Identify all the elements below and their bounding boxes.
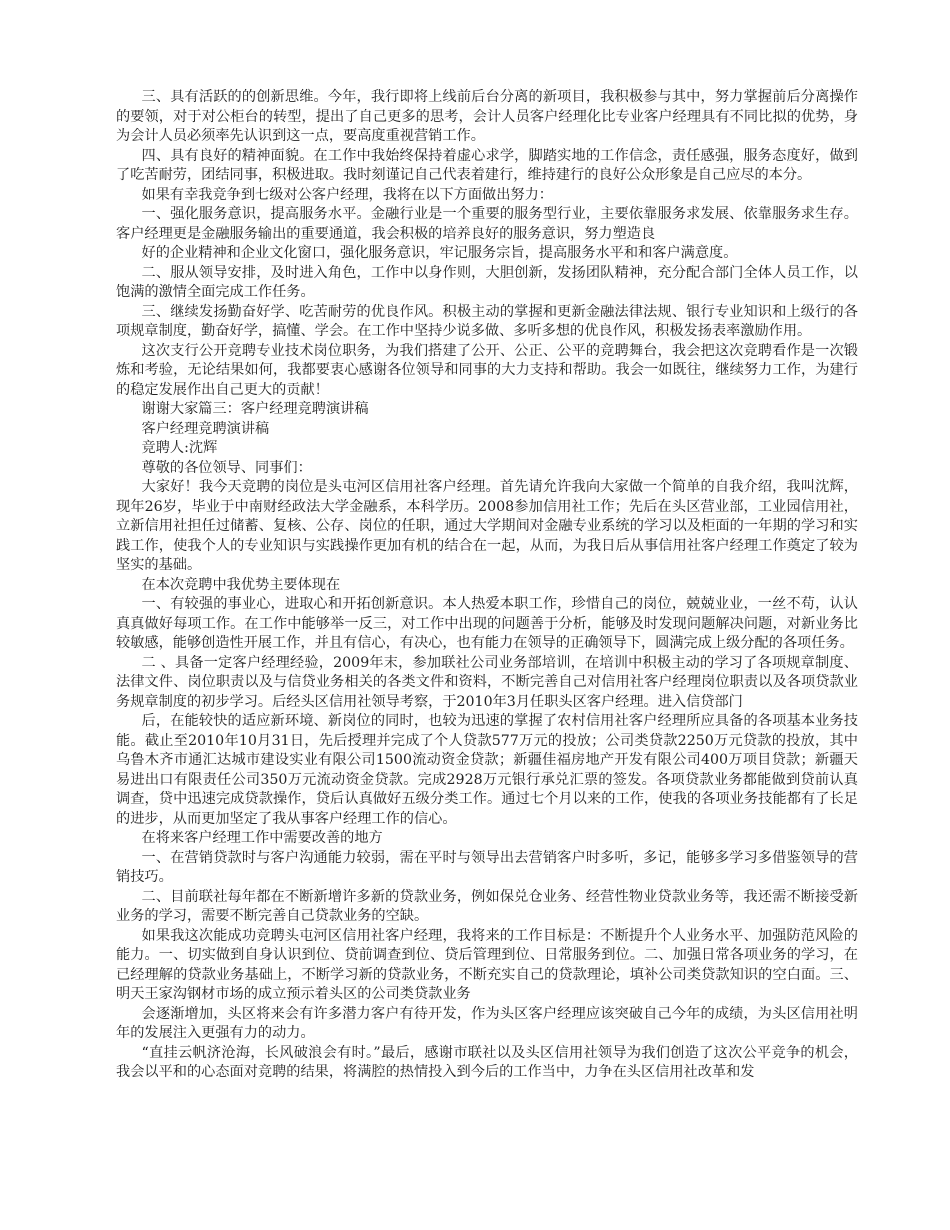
paragraph-1: 三、具有活跃的的创新思维。今年，我行即将上线前后台分离的新项目，我积极参与其中，努力掌握前后分离操作的要领，对于对公柜台的转型，提出了自己更多的思考，会计人员客户经理化比专业客户经理具有不同比拟的优势，身为会计人员必须率先认识到这一点，要高度重视营销工作。 [116,89,858,144]
paragraph-18: 在将来客户经理工作中需要改善的地方 [141,830,383,846]
section-heading: 谢谢大家篇三：客户经理竞聘演讲稿 [141,401,369,417]
salutation: 尊敬的各位领导、同事们： [141,459,312,476]
paragraph-23: “直挂云帆济沧海，长风破浪会有时。”最后，感谢市联社以及头区信用社领导为我们创造了这次公平竞争的机会，我会以平和的心态面对竞聘的结果，将满腔的热情投入到今后的工作当中，力争在头区信用社改革和发 [116,1044,858,1080]
paragraph-19: 一、在营销贷款时与客户沟通能力较弱，需在平时与领导出去营销客户时多听，多记，能够多学习多借鉴领导的营销技巧。 [116,849,858,885]
paragraph-13: 大家好！我今天竞聘的岗位是头屯河区信用社客户经理。首先请允许我向大家做一个简单的自我介绍，我叫沈辉，现年26岁，毕业于中南财经政法大学金融系，本科学历。2008参加信用社工作；先后在头区营业部，工业园信用社，立新信用社担任过储蓄、复核、公存、岗位的任职，通过大学期间对金融专业系统的学习以及柜面的一年期的学习和实践工作，使我个人的专业知识与实践操作更加有机的结合在一起，从而，为我日后从事信用社客户经理工作奠定了较为坚实的基础。 [116,479,858,573]
paragraph-3: 如果有幸我竞争到七级对公客户经理，我将在以下方面做出努力： [141,186,553,203]
paragraph-17: 后，在能较快的适应新环境、新岗位的同时，也较为迅速的掌握了农村信用社客户经理所应具备的各项基本业务技能。截止至2010年10月31日，先后授理并完成了个人贷款577万元的投放；公司类贷款2250万元贷款的投放，其中乌鲁木齐市通汇达城市建设实业有限公司1500流动资金贷款；新疆佳福房地产开发有限公司400万项目贷款；新疆天易进出口有限责任公司350万元流动资金贷款。完成2928万元银行承兑汇票的签发。各项贷款业务都能做到贷前认真调查，贷中迅速完成贷款操作，贷后认真做好五级分类工作。通过七个月以来的工作，使我的各项业务技能都有了长足的进步，从而更加坚定了我从事客户经理工作的信心。 [116,713,858,827]
paragraph-16: 二 、具备一定客户经理经验，2009年末，参加联社公司业务部培训，在培训中积极主动的学习了各项规章制度、法律文件、岗位职责以及与信贷业务相关的各类文件和资料，不断完善自己对信用社客户经理岗位职责以及各项贷款业务规章制度的初步学习。后经头区信用社领导考察，于2010年3月任职头区客户经理。进入信贷部门 [116,654,858,710]
paragraph-2: 四、具有良好的精神面貌。在工作中我始终保持着虚心求学，脚踏实地的工作信念，责任感强，服务态度好，做到了吃苦耐劳，团结同事，积极进取。我时刻谨记自己代表着建行，维持建行的良好公众形象是自己应尽的本分。 [116,147,858,183]
paragraph-14: 在本次竞聘中我优势主要体现在 [141,576,341,593]
paragraph-5: 好的企业精神和企业文化窗口，强化服务意识，牢记服务宗旨，提高服务水平和和客户满意度。 [141,245,738,261]
paragraph-22: 会逐渐增加，头区将来会有许多潜力客户有待开发，作为头区客户经理应该突破自己今年的成绩，为头区信用社明年的发展注入更强有力的动力。 [116,1005,858,1041]
paragraph-4: 一、强化服务意识，提高服务水平。金融行业是一个重要的服务型行业，主要依靠服务求发展、依靠服务求生存。客户经理更是金融服务输出的重要通道，我会积极的培养良好的服务意识，努力塑造良 [116,206,858,242]
paragraph-21: 如果我这次能成功竞聘头屯河区信用社客户经理，我将来的工作目标是：不断提升个人业务水平、加强防范风险的能力。一、切实做到自身认识到位、贷前调查到位、贷后管理到位、日常服务到位。二、加强日常各项业务的学习，在已经理解的贷款业务基础上，不断学习新的贷款业务，不断充实自己的贷款理论，填补公司类贷款知识的空白面。三、明天王家沟钢材市场的成立预示着头区的公司类贷款业务 [116,927,858,1002]
speaker-name: 竞聘人:沈辉 [141,440,218,456]
paragraph-6: 二、服从领导安排，及时进入角色，工作中以身作则，大胆创新，发扬团队精神，充分配合部门全体人员工作，以饱满的激情全面完成工作任务。 [116,264,858,300]
paragraph-8: 这次支行公开竞聘专业技术岗位职务，为我们搭建了公开、公正、公平的竞聘舞台，我会把这次竞聘看作是一次锻炼和考验，无论结果如何，我都要衷心感谢各位领导和同事的大力支持和帮助。我会一如既往，继续努力工作，为建行的稳定发展作出自己更大的贡献！ [116,342,858,398]
paragraph-20: 二、目前联社每年都在不断新增许多新的贷款业务，例如保兑仓业务、经营性物业贷款业务等，我还需不断接受新业务的学习，需要不断完善自己贷款业务的空缺。 [116,888,858,924]
paragraph-15: 一、有较强的事业心，进取心和开拓创新意识。本人热爱本职工作，珍惜自己的岗位，兢兢业业，一丝不苟，认认真真做好每项工作。在工作中能够举一反三，对工作中出现的问题善于分析，能够及时发现问题解决问题，对新业务比较敏感，能够创造性开展工作，并且有信心，有决心，也有能力在领导的正确领导下，圆满完成上级分配的各项任务。 [116,596,858,651]
speech-title: 客户经理竞聘演讲稿 [141,420,270,437]
paragraph-7: 三、继续发扬勤奋好学、吃苦耐劳的优良作风。积极主动的掌握和更新金融法律法规、银行专业知识和上级行的各项规章制度，勤奋好学，搞懂、学会。在工作中坚持少说多做、多听多想的优良作风，积极发扬表率激励作用。 [116,303,858,339]
